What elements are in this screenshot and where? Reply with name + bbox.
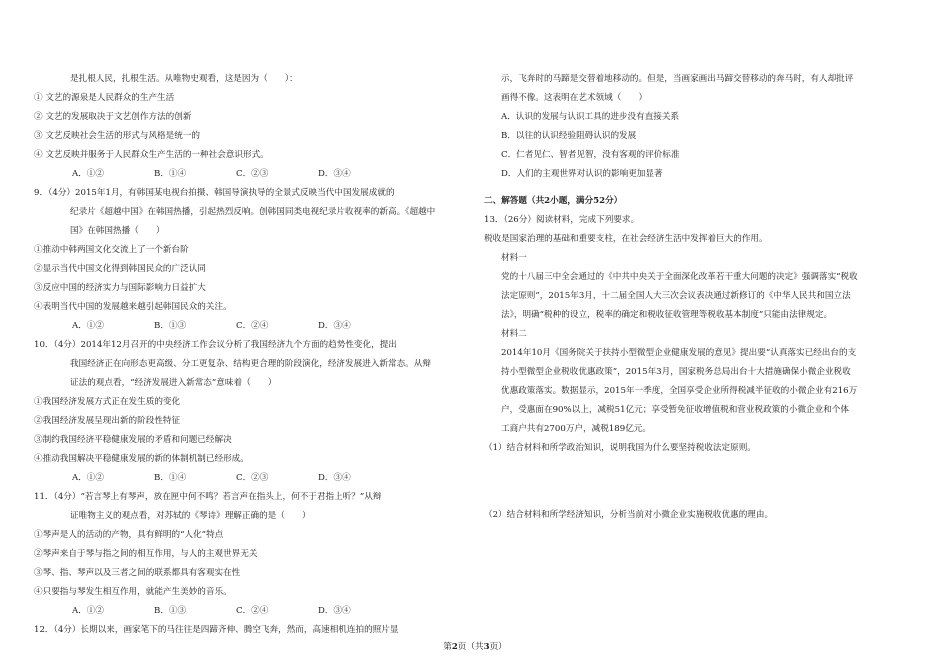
- q12-continuation: 示，飞奔时的马蹄是交替着地移动的。但是，当画家画出马蹄交替移动的奔马时，有人却批评: [501, 74, 854, 84]
- option-c: C．②④: [236, 606, 269, 616]
- sub-question-1: （1）结合材料和所学政治知识，说明我国为什么要坚持税收法定原则。: [484, 443, 756, 453]
- q11-item: ③琴、指、琴声以及三者之间的联系都具有客观实在性: [34, 568, 241, 578]
- option-a: A．①②: [72, 606, 104, 616]
- q11-item: ①琴声是人的活动的产物，具有鲜明的“人化”特点: [34, 530, 224, 540]
- material-label: 材料二: [501, 329, 527, 339]
- material-line: 2014年10月《国务院关于扶持小型微型企业健康发展的意见》提出要“认真落实已经出台的支: [501, 348, 857, 358]
- material-line: 法定原则”，2015年3月，十二届全国人大三次会议表决通过新修订的《中华人民共和国立法: [501, 291, 851, 301]
- q12-option: B．以往的认识经验阻碍认识的发展: [501, 131, 637, 141]
- q13-title: 13．（26分）阅读材料，完成下列要求。: [484, 215, 640, 225]
- option-a: A．①②: [72, 169, 104, 179]
- option-c: C．②③: [236, 473, 269, 483]
- q8-item: ① 文艺的源泉是人民群众的生产生活: [34, 93, 175, 103]
- q10-item: ②我国经济发展呈现出新的阶段性特征: [34, 416, 181, 426]
- q12-option: D．人们的主观世界对认识的影响更加显著: [501, 169, 663, 179]
- q10-stem-line: 我国经济正在向形态更高级、分工更复杂、结构更合理的阶段演化，经济发展进入新常态。从辩: [70, 359, 431, 369]
- section-heading: 二、解答题（共2小题，满分52分）: [484, 196, 623, 206]
- material-line: 户，受惠面在90%以上，减税51亿元；享受暂免征收增值税和营业税政策的小微企业和个体: [501, 405, 850, 415]
- q10-options: [34, 469, 474, 488]
- q12-option: C．仁者见仁、智者见智，没有客观的评价标准: [501, 150, 680, 160]
- q9-options: [34, 317, 474, 336]
- option-d: D．③④: [318, 473, 351, 483]
- q8-continuation: 是扎根人民，扎根生活。从唯物史观看，这是因为（ ）：: [70, 74, 298, 84]
- q12-continuation: 画得不像。这表明在艺术领域（ ）: [501, 93, 648, 103]
- left-column: [34, 70, 474, 640]
- q8-item: ② 文艺的发展取决于文艺创作方法的创新: [34, 112, 192, 122]
- option-c: C．②③: [236, 169, 269, 179]
- footer-middle: 页（共: [457, 642, 484, 652]
- option-b: B．①③: [154, 321, 187, 331]
- option-b: B．①③: [154, 606, 187, 616]
- q12-stem-line: 12．（4分）长期以来，画家笔下的马往往是四蹄齐伸、腾空飞奔，然而，高速相机连拍的照片显: [34, 625, 399, 635]
- q9-item: ②显示当代中国文化得到韩国民众的广泛认同: [34, 264, 206, 274]
- q8-item: ③ 文艺反映社会生活的形式与风格是统一的: [34, 131, 201, 141]
- answer-space: [484, 458, 924, 506]
- option-b: B．①④: [154, 473, 187, 483]
- q13-intro: 税收是国家治理的基础和重要支柱，在社会经济生活中发挥着巨大的作用。: [484, 234, 768, 244]
- q11-stem-line: 证唯物主义的观点看，对苏轼的《琴诗》理解正确的是（ ）: [70, 511, 311, 521]
- q10-item: ①我国经济发展方式正在发生质的变化: [34, 397, 181, 407]
- option-d: D．③④: [318, 606, 351, 616]
- option-b: B．①④: [154, 169, 187, 179]
- q10-stem-line: 10．（4分）2014年12月召开的中央经济工作会议分析了我国经济九个方面的趋势性变化，提出: [34, 340, 397, 350]
- material-line: 工商户共有2700万户，减税189亿元。: [501, 424, 651, 434]
- page-number: 2: [451, 642, 458, 652]
- material-label: 材料一: [501, 253, 527, 263]
- q8-options: [34, 165, 474, 184]
- option-a: A．①②: [72, 321, 104, 331]
- q9-item: ③反应中国的经济实力与国际影响力日益扩大: [34, 283, 206, 293]
- right-column: [484, 70, 924, 525]
- q9-item: ④表明当代中国的发展越来越引起韩国民众的关注。: [34, 302, 232, 312]
- material-line: 持小型微型企业税收优惠政策”，2015年3月，国家税务总局出台十大措施确保小微企业税收: [501, 367, 851, 377]
- q10-stem-line: 证法的观点看，“经济发展进入新常态”意味着（ ）: [70, 378, 277, 388]
- q9-stem-line: 纪录片《超越中国》在韩国热播，引起热烈反响。创韩国同类电视纪录片收视率的新高。《超越中: [70, 207, 436, 217]
- q11-item: ②琴声来自于琴与指之间的相互作用，与人的主观世界无关: [34, 549, 258, 559]
- sub-question-2: （2）结合材料和所学经济知识，分析当前对小微企业实施税收优惠的理由。: [484, 510, 774, 520]
- material-line: 优惠政策落实。数据显示，2015年一季度，全国享受企业所得税减半征收的小微企业有216万: [501, 386, 858, 396]
- q10-item: ③制约我国经济平稳健康发展的矛盾和问题已经解决: [34, 435, 232, 445]
- q10-item: ④推动我国解决平稳健康发展的新的体制机制已经形成。: [34, 454, 249, 464]
- q11-item: ④只要指与琴发生相互作用，就能产生美妙的音乐。: [34, 587, 232, 597]
- q11-stem-line: 11．（4分）“若言琴上有琴声，放在匣中何不鸣？若言声在指头上，何不于君指上听？”从辩: [34, 492, 382, 502]
- q9-item: ①推动中韩两国文化交流上了一个新台阶: [34, 245, 189, 255]
- q11-options: [34, 602, 474, 621]
- q8-item: ④ 文艺反映并服务于人民群众生产生活的一种社会意识形式。: [34, 150, 269, 160]
- q9-stem-line: 9．（4分）2015年1月，有韩国某电视台拍摄、韩国导演执导的全景式反映当代中国发展成就的: [34, 188, 395, 198]
- footer-prefix: 第: [443, 642, 452, 652]
- page-footer: [0, 640, 950, 652]
- page-total: 3: [483, 642, 490, 652]
- option-c: C．②④: [236, 321, 269, 331]
- option-a: A．①②: [72, 473, 104, 483]
- option-d: D．③④: [318, 321, 351, 331]
- q9-stem-line: 国》在韩国热播（ ）: [70, 226, 165, 236]
- option-d: D．③④: [318, 169, 351, 179]
- q12-option: A．认识的发展与认识工具的进步没有直接关系: [501, 112, 680, 122]
- material-line: 党的十八届三中全会通过的《中共中央关于全面深化改革若干重大问题的决定》强调落实“税收: [501, 272, 858, 282]
- footer-suffix: 页）: [489, 642, 507, 652]
- material-line: 法》，明确“税种的设立，税率的确定和税收征收管理等税收基本制度”只能由法律规定。: [501, 310, 833, 320]
